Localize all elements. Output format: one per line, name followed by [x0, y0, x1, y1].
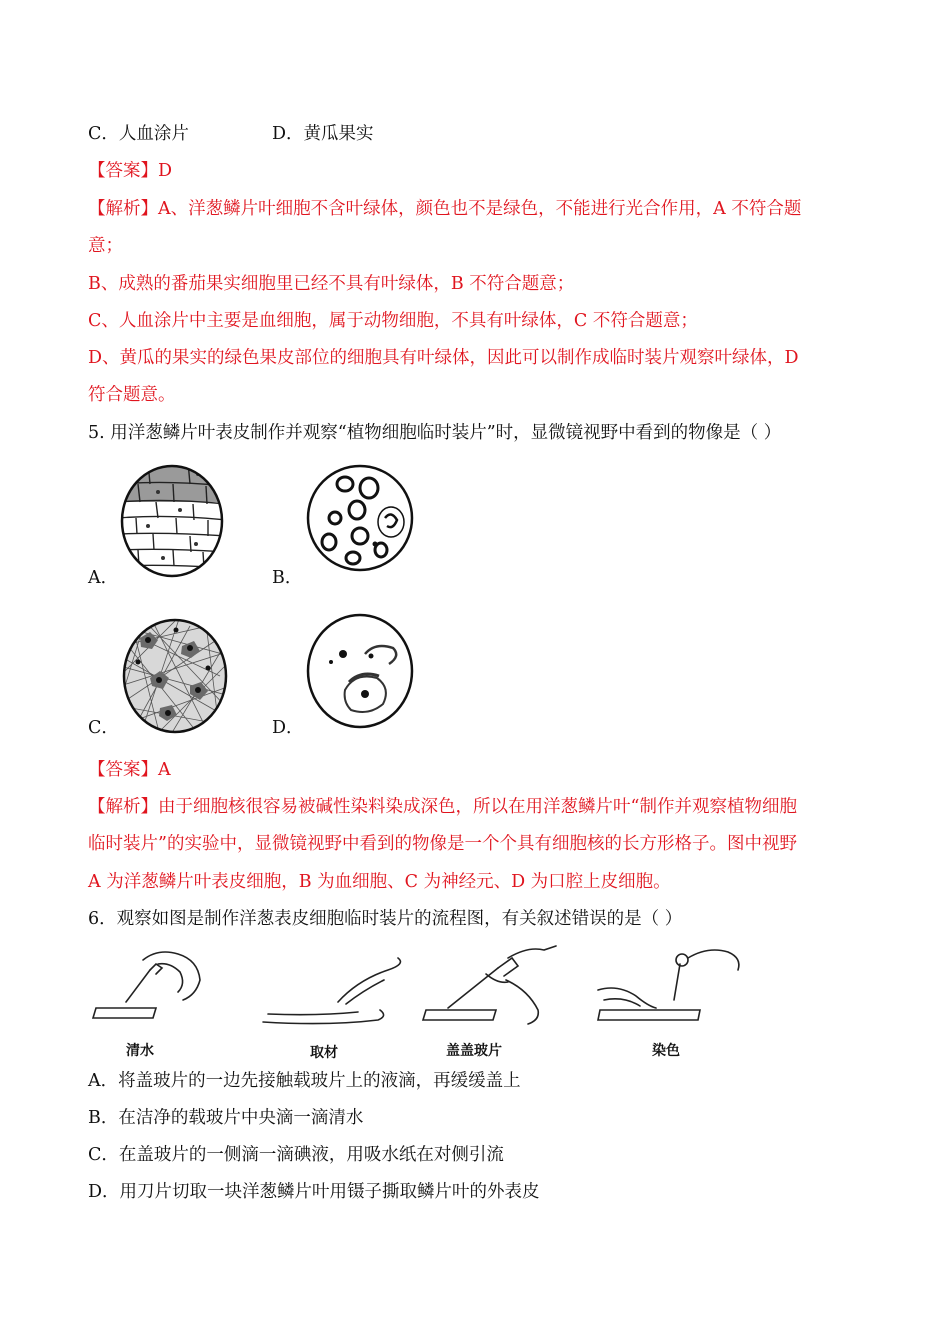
q4-analysis-line: C、人血涂片中主要是血细胞，属于动物细胞，不具有叶绿体，C 不符合题意； — [88, 311, 698, 331]
onion-cells-figure — [118, 462, 226, 580]
flow-step-label: 清水 — [126, 1043, 154, 1059]
cheek-cells-figure — [305, 612, 415, 730]
q5-answer: 【答案】A — [88, 760, 171, 780]
q4-analysis-line: B、成熟的番茄果实细胞里已经不具有叶绿体，B 不符合题意； — [88, 274, 575, 294]
q4-analysis-line: 意； — [88, 236, 123, 256]
slide-prep-flow-figure — [88, 940, 768, 1035]
q5-label-a: A． — [88, 568, 119, 588]
q4-analysis-line: 【解析】A、洋葱鳞片叶细胞不含叶绿体，颜色也不是绿色，不能进行光合作用，A 不符合题 — [88, 199, 802, 219]
q6-stem: 6．观察如图是制作洋葱表皮细胞临时装片的流程图，有关叙述错误的是（ ） — [88, 909, 683, 929]
blood-cells-figure — [305, 462, 415, 574]
q5-label-b: B． — [272, 568, 303, 588]
q4-option-c: C．人血涂片 — [88, 124, 189, 144]
q4-option-d: D．黄瓜果实 — [272, 124, 374, 144]
q4-analysis-line: 符合题意。 — [88, 385, 176, 405]
q5-label-c: C． — [88, 718, 119, 738]
flow-step-label: 盖盖玻片 — [446, 1043, 502, 1059]
q6-option-c: C．在盖玻片的一侧滴一滴碘液，用吸水纸在对侧引流 — [88, 1145, 504, 1165]
neuron-figure — [120, 616, 230, 736]
q6-option-d: D．用刀片切取一块洋葱鳞片叶用镊子撕取鳞片叶的外表皮 — [88, 1182, 540, 1202]
flow-step-label: 取材 — [310, 1045, 338, 1061]
q6-option-b: B．在洁净的载玻片中央滴一滴清水 — [88, 1108, 364, 1128]
q6-option-a: A．将盖玻片的一边先接触载玻片上的液滴，再缓缓盖上 — [88, 1071, 521, 1091]
q4-analysis-line: D、黄瓜的果实的绿色果皮部位的细胞具有叶绿体，因此可以制作成临时装片观察叶绿体，D — [88, 348, 799, 368]
q4-answer: 【答案】D — [88, 161, 173, 181]
flow-step-label: 染色 — [652, 1043, 680, 1059]
q5-stem: 5. 用洋葱鳞片叶表皮制作并观察“植物细胞临时装片”时，显微镜视野中看到的物像是（ ） — [88, 423, 782, 443]
q5-analysis-line: 临时装片”的实验中，显微镜视野中看到的物像是一个个具有细胞核的长方形格子。图中视野 — [88, 834, 797, 854]
q5-analysis-line: A 为洋葱鳞片叶表皮细胞，B 为血细胞、C 为神经元、D 为口腔上皮细胞。 — [88, 872, 671, 892]
q5-label-d: D． — [272, 718, 304, 738]
q5-analysis-line: 【解析】由于细胞核很容易被碱性染料染成深色，所以在用洋葱鳞片叶“制作并观察植物细胞 — [88, 797, 797, 817]
